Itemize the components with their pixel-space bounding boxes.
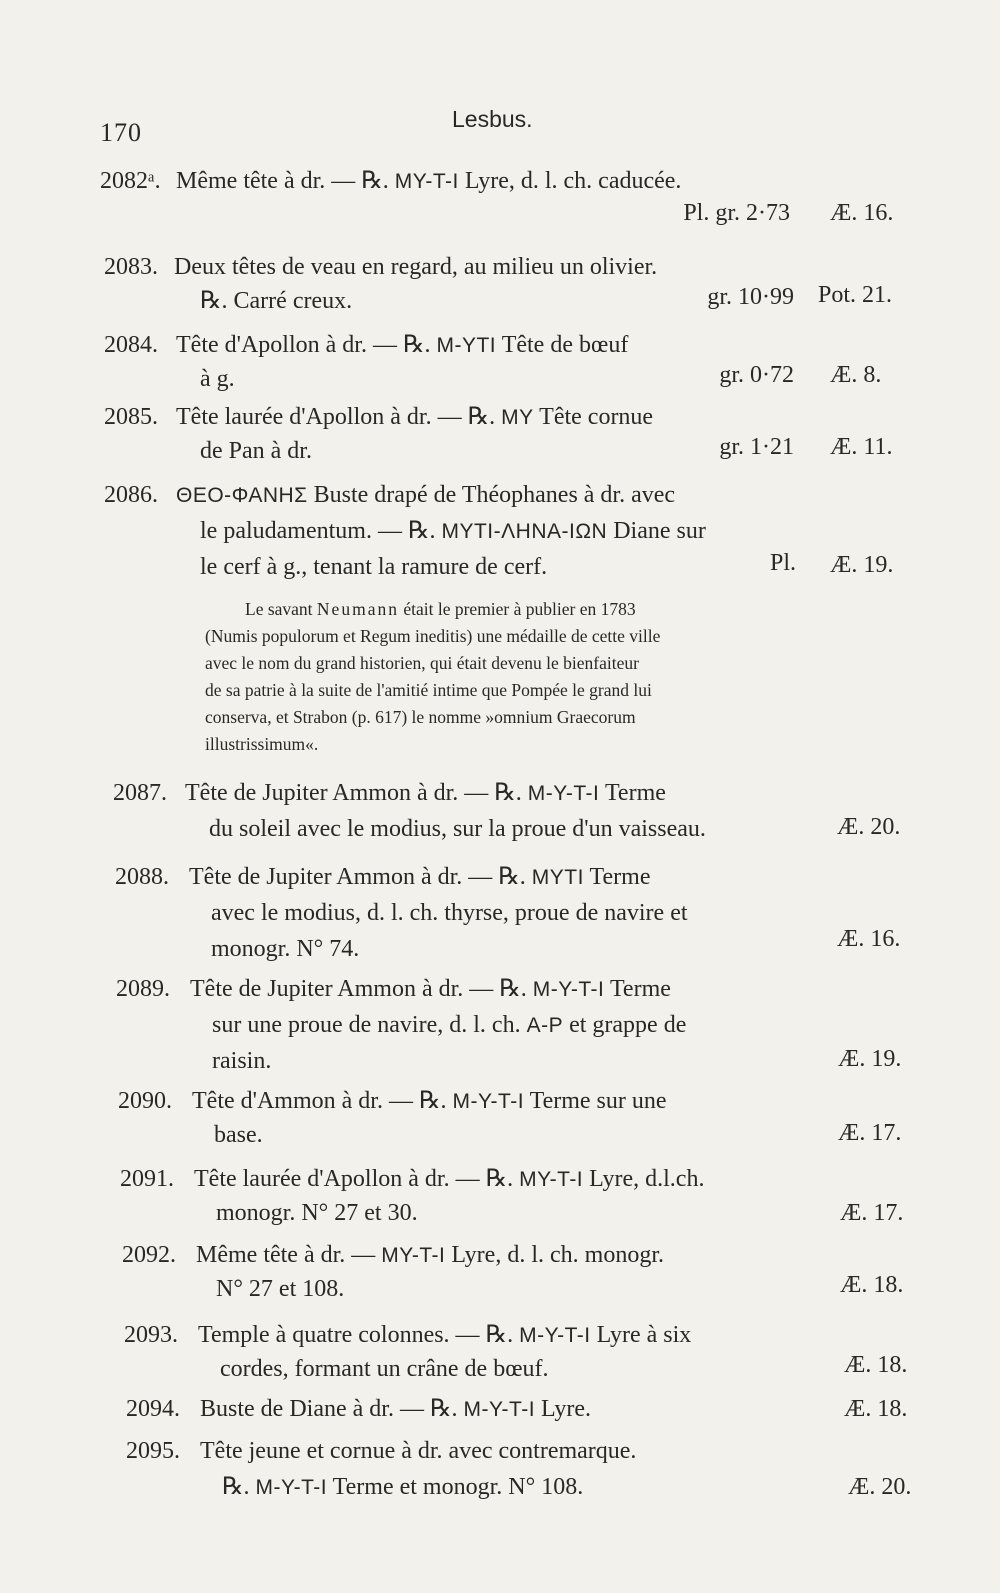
catalog-entry	[100, 164, 920, 234]
coin-legend: MY-T-I	[381, 1244, 446, 1267]
metal-size: Æ. 18.	[844, 1396, 908, 1422]
catalog-entry	[104, 328, 924, 398]
catalog-entry	[120, 1162, 940, 1232]
entry-text: Lyre.	[541, 1396, 592, 1422]
entry-text: Buste drapé de Théophanes à dr. avec	[313, 482, 676, 508]
catalog-entry	[122, 1238, 942, 1308]
entry-line: cordes, formant un crâne de bœuf.	[220, 1356, 549, 1382]
coin-legend: MY-T-I	[394, 170, 459, 193]
coin-legend: ΘΕΟ-ΦΑΝΗΣ	[176, 484, 308, 507]
coin-legend: M-Y-T-I	[452, 1090, 525, 1113]
metal-size: Æ. 19.	[830, 552, 894, 578]
weight: gr. 10·99	[707, 284, 794, 310]
entry-text: Terme	[609, 976, 671, 1002]
note-line: conserva, et Strabon (p. 617) le nomme »omnium Graecorum	[205, 707, 636, 727]
note-line	[205, 596, 815, 623]
note-line: (Numis populorum et Regum ineditis) une médaille de cette ville	[205, 626, 661, 646]
metal-size: Æ. 20.	[848, 1474, 912, 1500]
metal-size: Æ. 17.	[840, 1200, 904, 1226]
entry-number: 2086.	[104, 482, 158, 508]
entry-line: N° 27 et 108.	[216, 1276, 345, 1302]
entry-number: 2090.	[118, 1088, 172, 1114]
entry-number: 2088.	[115, 864, 169, 890]
metal-size: Æ. 17.	[838, 1120, 902, 1146]
entry-text: Tête laurée d'Apollon à dr. — ℞.	[194, 1166, 514, 1192]
coin-legend: MYTI-ΛΗΝΑ-ΙΩΝ	[441, 520, 608, 543]
entry-number: 2095.	[126, 1438, 180, 1464]
entry-line	[200, 1392, 591, 1427]
coin-legend: M-Y-T-I	[519, 1324, 591, 1347]
entry-line	[200, 514, 706, 549]
note-name: Neumann	[316, 599, 399, 619]
running-title: Lesbus.	[452, 106, 533, 132]
entry-text: Diane sur	[613, 518, 706, 544]
entry-line	[222, 1470, 583, 1505]
entry-text: et grappe de	[569, 1012, 687, 1038]
metal-size: Æ. 20.	[837, 814, 901, 840]
coin-legend: M-Y-T-I	[532, 978, 605, 1001]
entry-line	[196, 1238, 664, 1273]
footnote	[205, 596, 815, 758]
catalog-entry	[116, 972, 936, 1082]
entry-text: Même tête à dr. —	[196, 1242, 376, 1268]
entry-text: Tête de Jupiter Ammon à dr. — ℞.	[189, 864, 526, 890]
coin-legend: MY-T-I	[519, 1168, 584, 1191]
catalog-entry	[115, 860, 935, 970]
entry-line	[198, 1318, 691, 1353]
entry-text: Tête d'Apollon à dr. — ℞.	[176, 332, 431, 358]
entry-line	[189, 860, 651, 895]
plate-ref: Pl.	[769, 550, 796, 576]
entry-line: du soleil avec le modius, sur la proue d'un vaisseau.	[209, 816, 706, 842]
coin-legend: MYTI	[531, 866, 584, 889]
entry-text: Tête de bœuf	[501, 332, 629, 358]
entry-line: Deux têtes de veau en regard, au milieu un olivier.	[174, 254, 658, 280]
entry-number: 2084.	[104, 332, 158, 358]
entry-text: Terme	[604, 780, 666, 806]
entry-number: 2091.	[120, 1166, 174, 1192]
catalog-entry	[126, 1392, 946, 1432]
entry-line	[176, 400, 653, 435]
note-line: de sa patrie à la suite de l'amitié intime que Pompée le grand lui	[205, 680, 652, 700]
entry-line	[176, 164, 681, 199]
entry-text: Même tête à dr. — ℞.	[176, 168, 389, 194]
page-number: 170	[100, 118, 142, 147]
entry-number: 2085.	[104, 404, 158, 430]
coin-legend: A-P	[526, 1014, 564, 1037]
entry-line	[212, 1008, 686, 1043]
entry-number: 2094.	[126, 1396, 180, 1422]
coin-legend: MY	[501, 406, 534, 429]
entry-text: Tête de Jupiter Ammon à dr. — ℞.	[190, 976, 527, 1002]
entry-text: Temple à quatre colonnes. — ℞.	[198, 1322, 514, 1348]
entry-line	[194, 1162, 704, 1197]
entry-text: Lyre, d. l. ch. monogr.	[451, 1242, 664, 1268]
entry-line	[176, 478, 675, 513]
entry-number: 2092.	[122, 1242, 176, 1268]
entry-line: à g.	[200, 366, 235, 392]
catalog-entry	[104, 478, 924, 588]
metal-size: Æ. 16.	[837, 926, 901, 952]
entry-line: ℞. Carré creux.	[200, 288, 353, 314]
coin-legend: M-Y-T-I	[463, 1398, 536, 1421]
entry-text: Terme	[589, 864, 651, 890]
entry-text: Tête laurée d'Apollon à dr. — ℞.	[176, 404, 496, 430]
entry-line	[190, 972, 671, 1007]
entry-line: monogr. N° 74.	[211, 936, 360, 962]
coin-legend: M-YTI	[436, 334, 497, 357]
metal-size: Æ. 11.	[830, 434, 893, 460]
coin-legend: M-Y-T-I	[527, 782, 600, 805]
entry-number: 2087.	[113, 780, 167, 806]
entry-text: Lyre, d. l. ch. caducée.	[464, 168, 682, 194]
entry-text: Terme sur une	[529, 1088, 667, 1114]
entry-text: Tête d'Ammon à dr. — ℞.	[192, 1088, 447, 1114]
entry-line: de Pan à dr.	[200, 438, 312, 464]
entry-line: raisin.	[212, 1048, 272, 1074]
entry-text: Lyre, d.l.ch.	[589, 1166, 705, 1192]
catalog-entry	[124, 1318, 944, 1388]
metal-size: Æ. 18.	[840, 1272, 904, 1298]
note-line: avec le nom du grand historien, qui était devenu le bienfaiteur	[205, 653, 639, 673]
catalog-entry	[113, 776, 933, 846]
entry-text: Lyre à six	[596, 1322, 692, 1348]
entry-line: avec le modius, d. l. ch. thyrse, proue de navire et	[211, 900, 688, 926]
entry-text: Buste de Diane à dr. — ℞.	[200, 1396, 458, 1422]
entry-number: 2089.	[116, 976, 170, 1002]
entry-line	[176, 328, 628, 363]
entry-text: Tête de Jupiter Ammon à dr. — ℞.	[185, 780, 522, 806]
metal-size: Æ. 19.	[838, 1046, 902, 1072]
catalog-entry	[104, 400, 924, 470]
catalog-entry	[118, 1084, 938, 1154]
entry-text: le paludamentum. — ℞.	[200, 518, 436, 544]
note-line: illustrissimum«.	[205, 734, 319, 754]
coin-legend: M-Y-T-I	[255, 1476, 328, 1499]
weight: gr. 1·21	[719, 434, 794, 460]
weight: Pl. gr. 2·73	[683, 200, 790, 226]
note-text: était le premier à publier en 1783	[403, 599, 636, 619]
entry-line: monogr. N° 27 et 30.	[216, 1200, 418, 1226]
entry-number: 2083.	[104, 254, 158, 280]
metal-size: Pot. 21.	[818, 282, 893, 308]
metal-size: Æ. 8.	[830, 362, 882, 388]
metal-size: Æ. 18.	[844, 1352, 908, 1378]
catalog-entry	[104, 250, 924, 320]
entry-line	[185, 776, 666, 811]
entry-text: Terme et monogr. N° 108.	[332, 1474, 584, 1500]
entry-number: 2082ᵃ.	[100, 168, 161, 194]
entry-text: Tête cornue	[539, 404, 654, 430]
entry-text: ℞.	[222, 1474, 250, 1500]
metal-size: Æ. 16.	[830, 200, 894, 226]
entry-line: Tête jeune et cornue à dr. avec contremarque.	[200, 1438, 637, 1464]
weight: gr. 0·72	[719, 362, 794, 388]
entry-line	[192, 1084, 667, 1119]
note-text: Le savant	[245, 599, 313, 619]
entry-text: sur une proue de navire, d. l. ch.	[212, 1012, 521, 1038]
entry-number: 2093.	[124, 1322, 178, 1348]
catalog-entry	[126, 1434, 946, 1514]
entry-line: le cerf à g., tenant la ramure de cerf.	[200, 554, 548, 580]
entry-line: base.	[214, 1122, 263, 1148]
